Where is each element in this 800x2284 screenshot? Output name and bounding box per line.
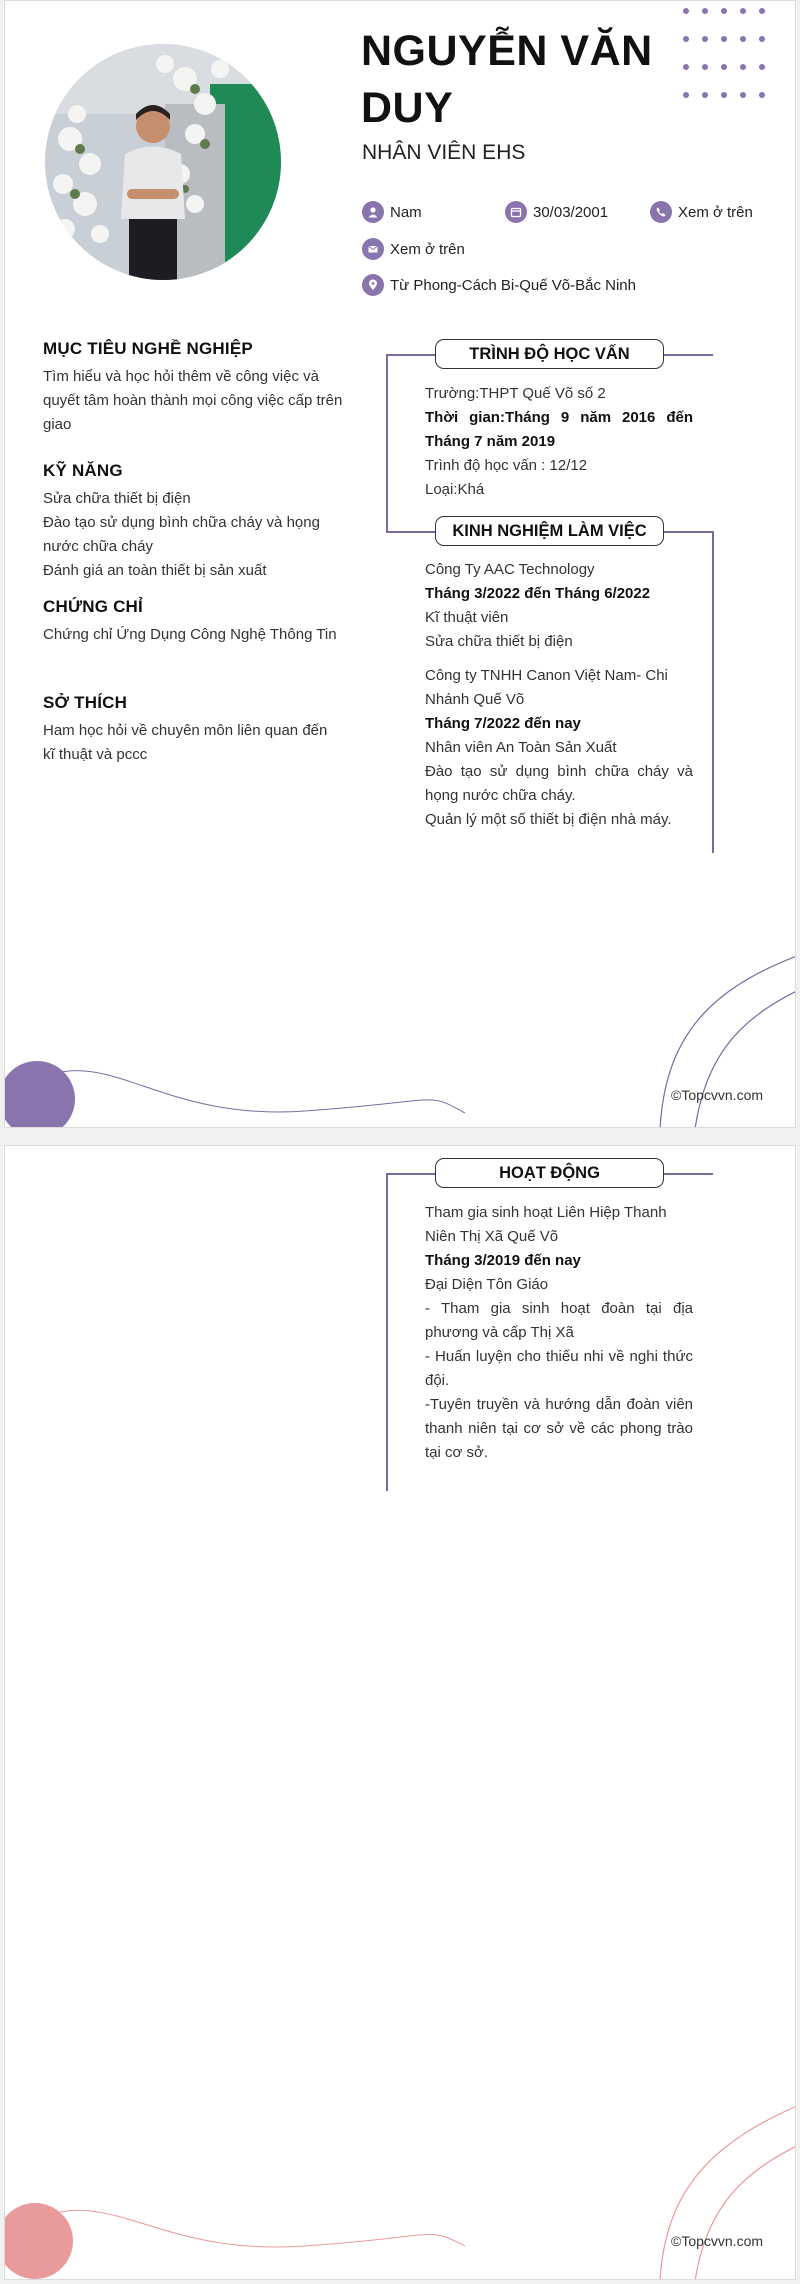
copyright-text: ©Topcvvn.com — [671, 2233, 764, 2249]
skill-item: Sửa chữa thiết bị điện — [43, 490, 191, 507]
dot-grid-decoration — [680, 5, 790, 105]
experience-title-box: KINH NGHIỆM LÀM VIỆC — [435, 516, 664, 546]
user-icon — [362, 201, 384, 223]
section-skills — [43, 461, 343, 583]
activity-period: Tháng 3/2019 đến nay — [425, 1252, 581, 1269]
job-company: Công ty TNHH Canon Việt Nam- Chi Nhánh Quế Võ — [425, 667, 668, 708]
objective-text: Tìm hiểu và học hỏi thêm về công việc và quyết tâm hoàn thành mọi công việc cấp trên giao — [43, 368, 343, 433]
activity-item: - Huấn luyện cho thiếu nhi về nghi thức đội. — [425, 1348, 693, 1389]
section-title: CHỨNG CHỈ — [43, 597, 143, 616]
job-description: Quản lý một số thiết bị điện nhà máy. — [425, 811, 672, 828]
section-hobbies — [43, 693, 343, 767]
section-objective — [43, 339, 343, 437]
copyright-text: ©Topcvvn.com — [671, 1087, 764, 1103]
job-period: Tháng 7/2022 đến nay — [425, 715, 581, 732]
skill-item: Đánh giá an toàn thiết bị sản xuất — [43, 562, 267, 579]
activity-role: Đại Diện Tôn Giáo — [425, 1276, 549, 1293]
experience-job-2 — [425, 664, 693, 832]
job-title: NHÂN VIÊN EHS — [362, 141, 526, 164]
contact-phone: Xem ở trên — [650, 201, 753, 223]
education-title-box: TRÌNH ĐỘ HỌC VẤN — [435, 339, 664, 369]
activity-item: - Tham gia sinh hoạt đoàn tại địa phương và cấp Thị Xã — [425, 1300, 693, 1341]
certificate-text: Chứng chỉ Ứng Dụng Công Nghệ Thông Tin — [43, 626, 337, 643]
job-period: Tháng 3/2022 đến Tháng 6/2022 — [425, 585, 651, 602]
section-title: SỞ THÍCH — [43, 693, 128, 712]
full-name: NGUYỄN VĂN DUY — [361, 27, 653, 132]
activity-org: Tham gia sinh hoạt Liên Hiệp Thanh Niên Thị Xã Quế Võ — [425, 1204, 667, 1245]
timeline-line — [712, 531, 714, 853]
education-content — [425, 382, 693, 502]
activities-content — [425, 1201, 693, 1465]
job-company: Công Ty AAC Technology — [425, 561, 595, 578]
contact-gender: Nam — [362, 201, 422, 223]
job-position: Kĩ thuật viên — [425, 609, 509, 626]
activity-item: -Tuyên truyền và hướng dẫn đoàn viên thanh niên tại cơ sở về các phong trào tại cơ sở. — [425, 1396, 693, 1461]
timeline-line — [386, 1173, 436, 1175]
timeline-line — [663, 531, 713, 533]
education-rank: Loại:Khá — [425, 481, 485, 498]
profile-photo — [45, 44, 281, 280]
timeline-line — [386, 354, 436, 356]
hobbies-text: Ham học hỏi về chuyên môn liên quan đến kĩ thuật và pccc — [43, 722, 328, 763]
contact-email: Xem ở trên — [362, 238, 465, 260]
contact-address: Từ Phong-Cách Bi-Quế Võ-Bắc Ninh — [362, 274, 636, 296]
timeline-line — [386, 1173, 388, 1491]
section-title: MỤC TIÊU NGHỀ NGHIỆP — [43, 339, 253, 358]
activities-title-box: HOẠT ĐỘNG — [435, 1158, 664, 1188]
section-title: KỸ NĂNG — [43, 461, 123, 480]
cv-page-2 — [4, 1145, 796, 2280]
location-icon — [362, 274, 384, 296]
skill-item: Đào tạo sử dụng bình chữa cháy và họng nước chữa cháy — [43, 514, 320, 555]
job-description: Đào tạo sử dụng bình chữa cháy và họng nước chữa cháy. — [425, 763, 693, 804]
job-description: Sửa chữa thiết bị điện — [425, 633, 573, 650]
timeline-line — [663, 1173, 713, 1175]
phone-icon — [650, 201, 672, 223]
mail-icon — [362, 238, 384, 260]
education-school: Trường:THPT Quế Võ số 2 — [425, 385, 606, 402]
section-certificates — [43, 597, 343, 647]
job-position: Nhân viên An Toàn Sản Xuất — [425, 739, 617, 756]
cv-page-1 — [4, 0, 796, 1128]
calendar-icon — [505, 201, 527, 223]
timeline-line — [663, 354, 713, 356]
education-level: Trình độ học vấn : 12/12 — [425, 457, 588, 474]
contact-birthday: 30/03/2001 — [505, 201, 608, 223]
education-period: Thời gian:Tháng 9 năm 2016 đến Tháng 7 năm 2019 — [425, 409, 693, 450]
experience-job-1 — [425, 558, 693, 654]
timeline-line — [386, 354, 388, 531]
timeline-line — [386, 531, 436, 533]
